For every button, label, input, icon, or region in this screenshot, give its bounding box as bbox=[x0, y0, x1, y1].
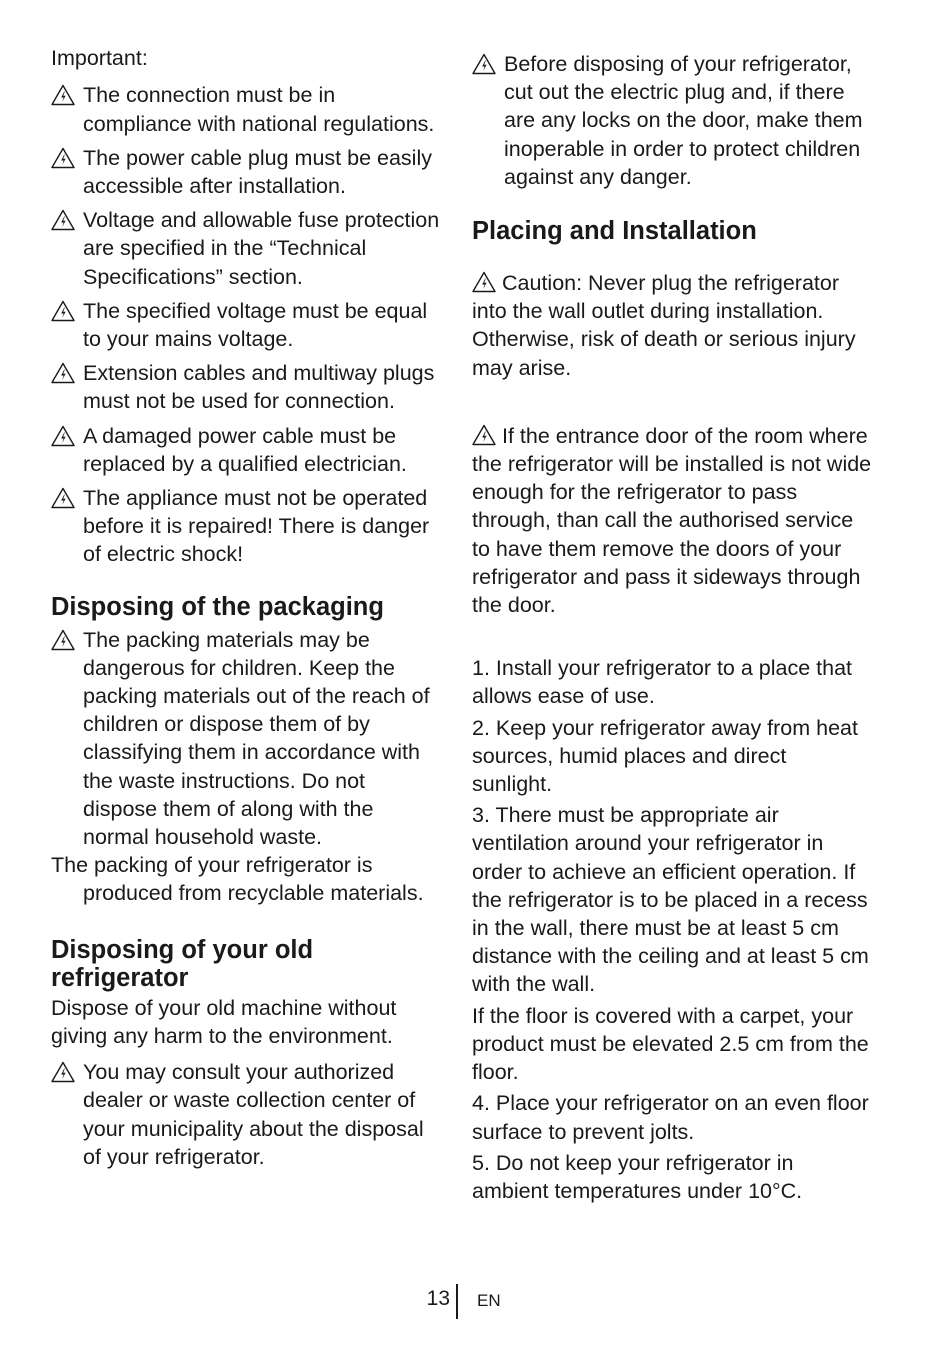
step-item: If the floor is covered with a carpet, your product must be elevated 2.5 cm from the floor. bbox=[472, 1003, 869, 1085]
placing-installation-heading: Placing and Installation bbox=[472, 217, 757, 246]
old-refrigerator-warning bbox=[51, 1058, 443, 1171]
warning-item bbox=[51, 144, 443, 200]
warning-item bbox=[51, 297, 443, 353]
old-refrigerator-text: Dispose of your old machine without giving any harm to the environment. bbox=[51, 995, 397, 1048]
step-item: 4. Place your refrigerator on an even floor surface to prevent jolts. bbox=[472, 1091, 869, 1144]
step-item: 5. Do not keep your refrigerator in ambient temperatures under 10°C. bbox=[472, 1150, 803, 1203]
packaging-warning bbox=[51, 626, 443, 852]
left-column bbox=[51, 44, 443, 1177]
warning-triangle-icon bbox=[51, 209, 75, 231]
warning-item bbox=[51, 359, 443, 415]
warning-text: The connection must be in compliance with national regulations. bbox=[83, 83, 435, 136]
warning-item bbox=[51, 484, 443, 569]
step-item: 2. Keep your refrigerator away from heat sources, humid places and direct sunlight. bbox=[472, 715, 858, 797]
warning-triangle-icon bbox=[51, 362, 75, 384]
old-refrigerator-heading: Disposing of your old refrigerator bbox=[51, 935, 314, 992]
page-number: 13 bbox=[426, 1287, 450, 1310]
warning-text: You may consult your authorized dealer or waste collection center of your municipality about the disposal of your refrigerator. bbox=[83, 1060, 424, 1169]
caution-text: Caution: Never plug the refrigerator into the wall outlet during installation. Otherwise, risk of death or serious injury may arise. bbox=[472, 271, 856, 380]
step-item: 3. There must be appropriate air ventilation around your refrigerator in order to achieve an efficient operation. If the refrigerator is to be placed in a recess in the wall, there must be at least 5 cm distance with the ceiling and at least 5 cm with the wall. bbox=[472, 803, 869, 997]
warning-text: Before disposing of your refrigerator, cut out the electric plug and, if there are any locks on the door, make them inoperable in order to protect children against any danger. bbox=[504, 52, 863, 189]
warning-triangle-icon bbox=[51, 84, 75, 106]
language-code: EN bbox=[477, 1291, 501, 1310]
warning-text: Voltage and allowable fuse protection are specified in the “Technical Specifications” section. bbox=[83, 208, 440, 289]
warning-text: Extension cables and multiway plugs must not be used for connection. bbox=[83, 361, 435, 414]
packaging-heading: Disposing of the packaging bbox=[51, 592, 384, 621]
warning-triangle-icon bbox=[51, 300, 75, 322]
warning-item bbox=[51, 422, 443, 478]
warning-text: The specified voltage must be equal to your mains voltage. bbox=[83, 298, 428, 351]
installation-steps bbox=[472, 654, 872, 1205]
warning-triangle-icon bbox=[51, 629, 75, 651]
warning-triangle-icon bbox=[51, 487, 75, 509]
important-label: Important: bbox=[51, 46, 148, 70]
warning-triangle-icon bbox=[472, 271, 496, 293]
warning-triangle-icon bbox=[472, 53, 496, 75]
warning-item bbox=[51, 206, 443, 291]
warning-item bbox=[51, 81, 443, 137]
warning-text: A damaged power cable must be replaced by a qualified electrician. bbox=[83, 423, 407, 476]
packaging-note: The packing of your refrigerator is produced from recyclable materials. bbox=[51, 853, 424, 906]
warning-triangle-icon bbox=[51, 425, 75, 447]
warning-text: The appliance must not be operated before it is repaired! There is danger of electric shock! bbox=[83, 485, 430, 567]
warning-triangle-icon bbox=[51, 147, 75, 169]
warning-text: The packing materials may be dangerous for children. Keep the packing materials out of the reach of children or dispose them of by classifying them in accordance with the waste instructions. Do not dispose them of along with the normal household waste. bbox=[83, 627, 430, 849]
door-warning-text: If the entrance door of the room where the refrigerator will be installed is not wide enough for the refrigerator to pass through, than call the authorised service to have them remove the doors of your refrigerator and pass it sideways through the door. bbox=[472, 423, 872, 618]
step-item: 1. Install your refrigerator to a place that allows ease of use. bbox=[472, 656, 853, 709]
warning-text: The power cable plug must be easily accessible after installation. bbox=[83, 145, 432, 198]
caution-paragraph bbox=[472, 269, 872, 382]
page-footer bbox=[0, 1286, 950, 1322]
door-warning-paragraph bbox=[472, 422, 872, 619]
warning-triangle-icon bbox=[51, 1061, 75, 1083]
dispose-warning bbox=[472, 50, 872, 191]
footer-divider bbox=[456, 1284, 458, 1319]
right-column bbox=[472, 50, 872, 1208]
warning-triangle-icon bbox=[472, 424, 496, 446]
